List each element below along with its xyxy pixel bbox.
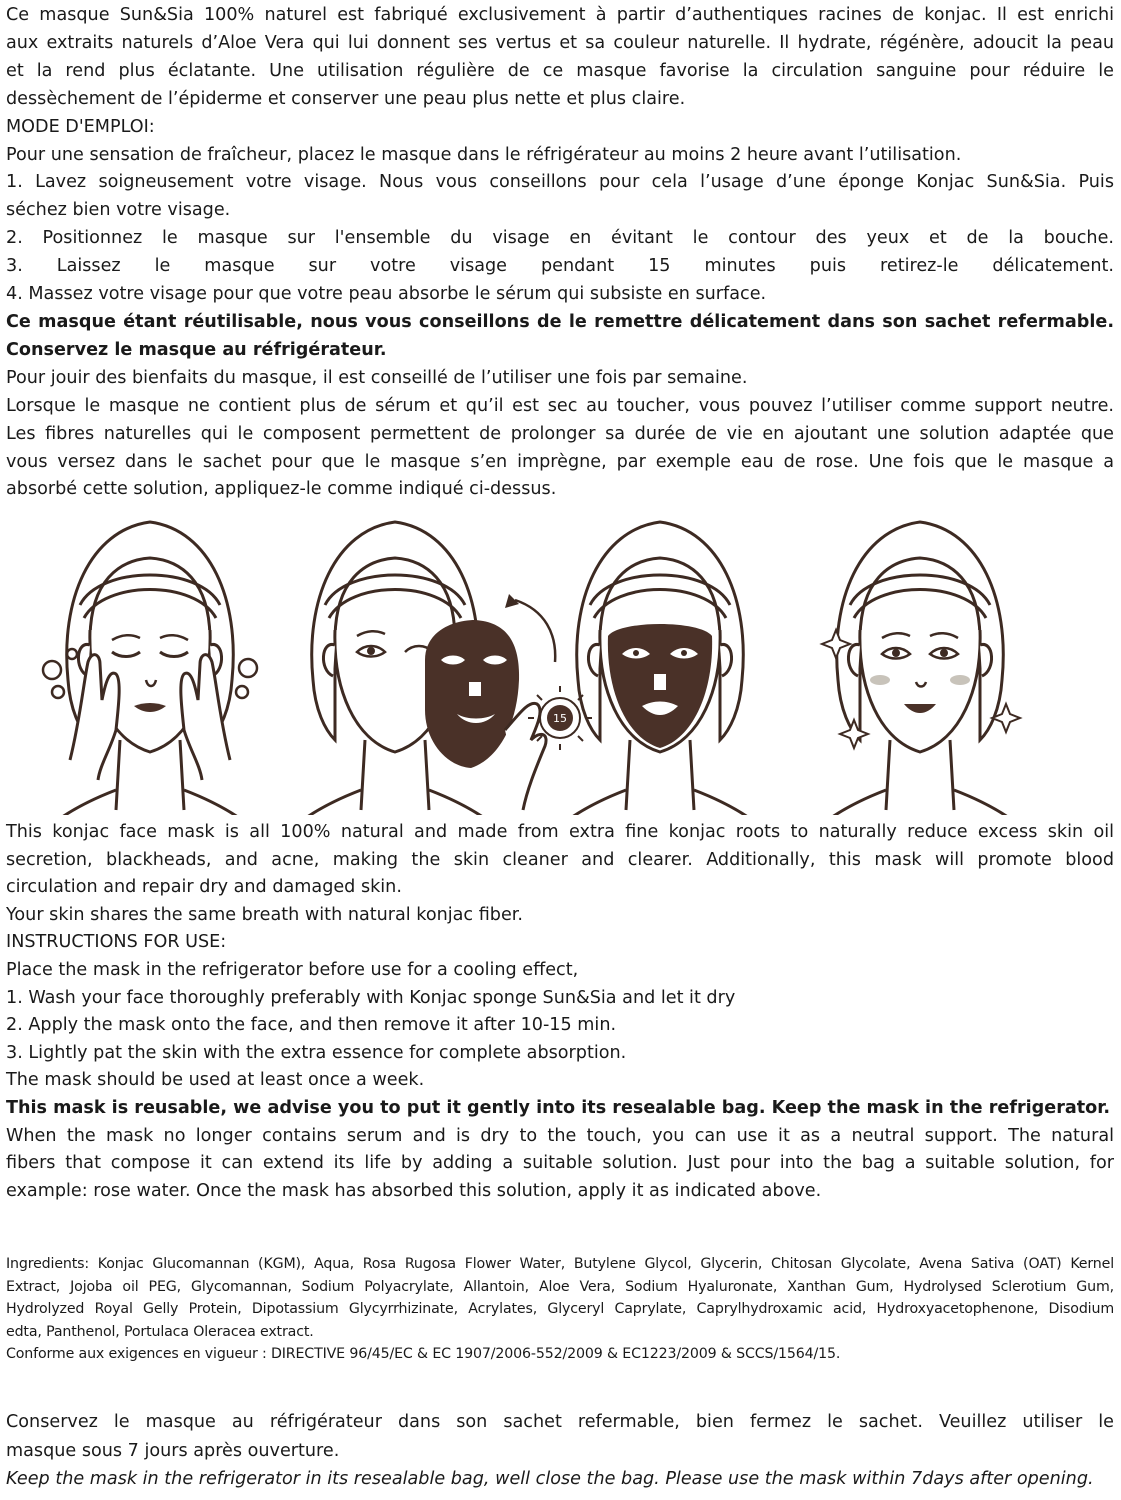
english-cooling: Place the mask in the refrigerator before use for a cooling effect, — [6, 959, 579, 980]
french-reuse-line: Les fibres naturelles qui le composent permettent de prolonger sa durée de vie en ajoutant une solution adaptée que — [6, 423, 1114, 444]
ingredients-line: Hydrolyzed Royal Gelly Protein, Dipotassium Glycyrrhizinate, Acrylates, Glyceryl Caprylate, Caprylhydroxamic acid, Hydroxyacetophenone, Disodium — [6, 1301, 1114, 1318]
english-reuse-line: When the mask no longer contains serum and is dry to the touch, you can use it as a neutral support. The natural — [6, 1125, 1114, 1146]
english-breath: Your skin shares the same breath with natural konjac fiber. — [6, 904, 523, 925]
panel-mask-on — [528, 522, 770, 815]
french-section — [6, 2, 1114, 504]
french-reuse-line: Lorsque le masque ne contient plus de sérum et qu’il est sec au toucher, vous pouvez l’utiliser comme support neutre. — [6, 395, 1114, 416]
timer-label: 15 — [553, 712, 567, 725]
french-intro-line: et la rend plus éclatante. Une utilisation régulière de ce masque favorise la circulation sanguine pour réduire le — [6, 60, 1114, 81]
instruction-illustrations — [40, 520, 1080, 815]
instructions-title: INSTRUCTIONS FOR USE: — [6, 932, 227, 953]
english-intro-line: This konjac face mask is all 100% natural and made from extra fine konjac roots to naturally reduce excess skin oil — [6, 822, 1114, 842]
french-step-1-cont: séchez bien votre visage. — [6, 200, 231, 221]
english-intro-line: circulation and repair dry and damaged skin. — [6, 877, 402, 898]
french-step-2: 2. Positionnez le masque sur l'ensemble du visage en évitant le contour des yeux et de la bouche. — [6, 228, 1114, 249]
panel-wash — [40, 522, 260, 815]
french-bold-line: Ce masque étant réutilisable, nous vous conseillons de le remettre délicatement dans son sachet refermable. — [6, 311, 1114, 332]
english-reuse-line: fibers that compose it can extend its life by adding a suitable solution. Just pour into the bag a suitable solution, for — [6, 1153, 1114, 1174]
english-section — [6, 819, 1114, 1205]
ingredients-line: Ingredients: Konjac Glucomannan (KGM), Aqua, Rosa Rugosa Flower Water, Butylene Glycol, Glycerin, Chitosan Glycolate, Avena Sativa (OAT) Kernel — [6, 1256, 1114, 1272]
english-intro-line: secretion, blackheads, and acne, making the skin cleaner and clearer. Additionally, this mask will promote blood — [6, 849, 1114, 870]
panel-glowing-skin — [810, 522, 1030, 815]
footer-english-line: Keep the mask in the refrigerator in its resealable bag, well close the bag. Please use the mask within 7days after opening. — [6, 1469, 1094, 1489]
english-step-3: 3. Lightly pat the skin with the extra essence for complete absorption. — [6, 1042, 627, 1063]
ingredients-line: Extract, Jojoba oil PEG, Glycomannan, Sodium Polyacrylate, Allantoin, Aloe Vera, Sodium Hyaluronate, Xanthan Gum, Hydrolysed Sclerotium Gum, — [6, 1278, 1114, 1295]
mode-emploi-title: MODE D'EMPLOI: — [6, 116, 155, 137]
ingredients-line: edta, Panthenol, Portulaca Oleracea extract. — [6, 1323, 314, 1340]
panel-apply-mask — [285, 522, 555, 815]
french-step-1: 1. Lavez soigneusement votre visage. Nous vous conseillons pour cela l’usage d’une éponge Konjac Sun&Sia. Puis — [6, 172, 1114, 193]
english-bold-line: This mask is reusable, we advise you to put it gently into its resealable bag. Keep the mask in the refrigerator. — [6, 1097, 1111, 1118]
french-weekly: Pour jouir des bienfaits du masque, il est conseillé de l’utiliser une fois par semaine. — [6, 367, 748, 388]
french-intro-line: Ce masque Sun&Sia 100% naturel est fabriqué exclusivement à partir d’authentiques racines de konjac. Il est enrichi — [6, 5, 1114, 25]
french-step-3: 3. Laissez le masque sur votre visage pendant 15 minutes puis retirez-le délicatement. — [6, 256, 1114, 277]
compliance-line: Conforme aux exigences en vigueur : DIRECTIVE 96/45/EC & EC 1907/2006-552/2009 & EC1223/2009 & SCCS/1564/15. — [6, 1346, 841, 1363]
footer-french-line: Conservez le masque au réfrigérateur dans son sachet refermable, bien fermez le sachet. Veuillez utiliser le — [6, 1412, 1114, 1432]
ingredients-section — [6, 1253, 1114, 1366]
footer-french-line: masque sous 7 jours après ouverture. — [6, 1440, 340, 1461]
french-intro-line: aux extraits naturels d’Aloe Vera qui lui donnent ses vertus et sa couleur naturelle. Il hydrate, régénère, adoucit la peau — [6, 32, 1114, 53]
storage-footer — [6, 1408, 1114, 1494]
french-intro-line: dessèchement de l’épiderme et conserver une peau plus nette et plus claire. — [6, 88, 686, 109]
english-weekly: The mask should be used at least once a week. — [6, 1070, 425, 1091]
french-reuse-line: absorbé cette solution, appliquez-le comme indiqué ci-dessus. — [6, 479, 557, 500]
french-reuse-line: vous versez dans le sachet pour que le masque s’en imprègne, par exemple eau de rose. Une fois que le masque a — [6, 451, 1114, 472]
french-step-4: 4. Massez votre visage pour que votre peau absorbe le sérum qui subsiste en surface. — [6, 284, 767, 305]
english-step-1: 1. Wash your face thoroughly preferably with Konjac sponge Sun&Sia and let it dry — [6, 987, 736, 1008]
english-reuse-line: example: rose water. Once the mask has absorbed this solution, apply it as indicated above. — [6, 1180, 822, 1201]
french-cooling: Pour une sensation de fraîcheur, placez le masque dans le réfrigérateur au moins 2 heure avant l’utilisation. — [6, 144, 962, 165]
english-step-2: 2. Apply the mask onto the face, and then remove it after 10-15 min. — [6, 1015, 617, 1036]
french-bold-line: Conservez le masque au réfrigérateur. — [6, 339, 387, 360]
